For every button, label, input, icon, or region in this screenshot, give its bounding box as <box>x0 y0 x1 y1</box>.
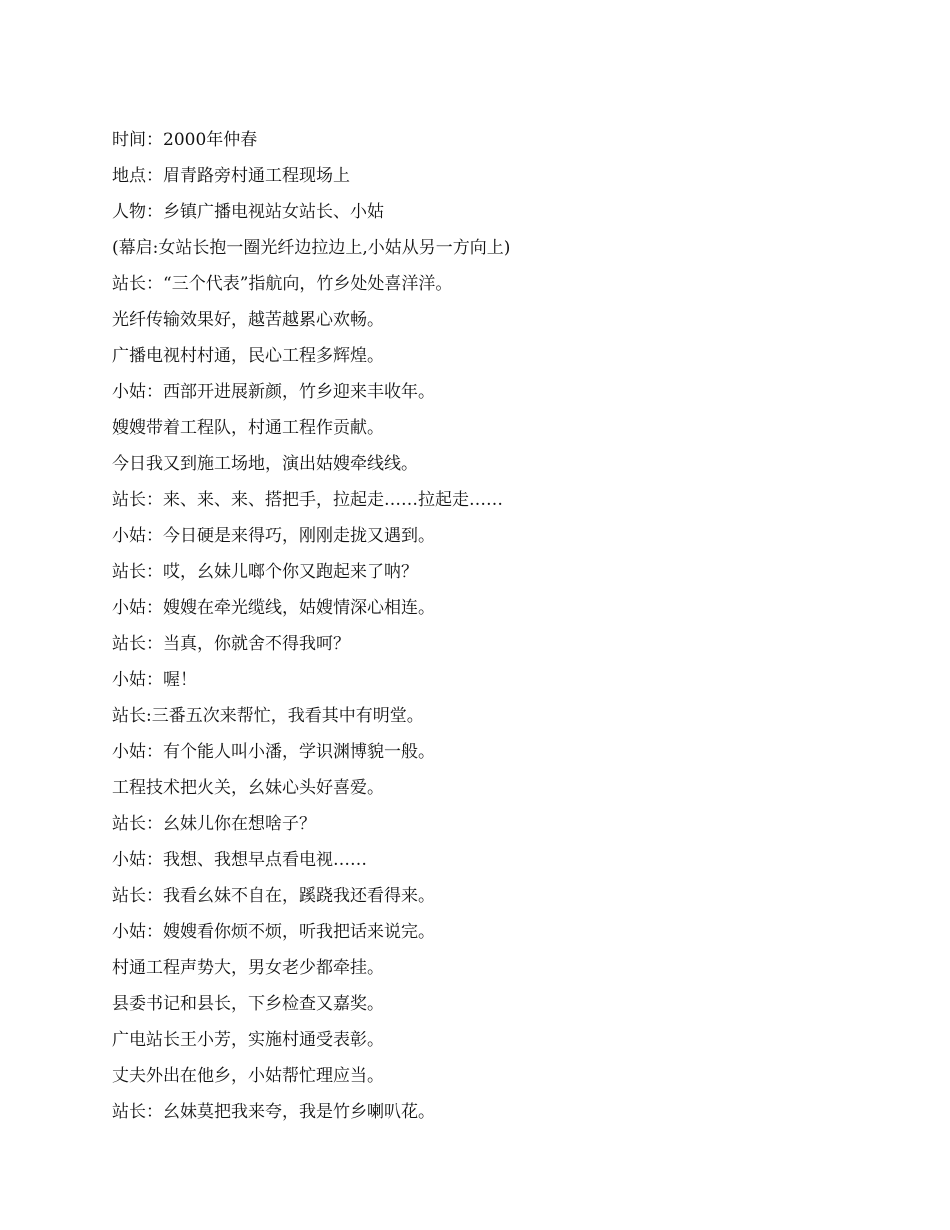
text-line: 小姑：西部开进展新颜，竹乡迎来丰收年。 <box>112 382 435 402</box>
text-line: 小姑：我想、我想早点看电视…… <box>112 850 367 870</box>
text-line: 小姑：有个能人叫小潘，学识渊博貌一般。 <box>112 742 435 762</box>
text-line: 小姑：今日硬是来得巧，刚刚走拢又遇到。 <box>112 526 435 546</box>
text-line: 小姑：嫂嫂在牵光缆线，姑嫂情深心相连。 <box>112 598 435 618</box>
text-line: 丈夫外出在他乡，小姑帮忙理应当。 <box>112 1066 384 1086</box>
text-line: 嫂嫂带着工程队，村通工程作贡献。 <box>112 418 384 438</box>
text-line: 今日我又到施工场地，演出姑嫂牵线线。 <box>112 454 418 474</box>
text-line: 县委书记和县长，下乡检查又嘉奖。 <box>112 994 384 1014</box>
text-line: 光纤传输效果好，越苦越累心欢畅。 <box>112 310 384 330</box>
text-line: 广电站长王小芳，实施村通受表彰。 <box>112 1030 384 1050</box>
text-line: 小姑：喔！ <box>112 670 197 690</box>
text-line: 广播电视村村通，民心工程多辉煌。 <box>112 346 384 366</box>
text-line-characters: 人物：乡镇广播电视站女站长、小姑 <box>112 202 384 222</box>
text-line: 站长：“三个代表”指航向，竹乡处处喜洋洋。 <box>112 274 453 294</box>
text-line-time: 时间：2000年仲春 <box>112 130 258 150</box>
text-line: 站长：我看幺妹不自在，蹊跷我还看得来。 <box>112 886 435 906</box>
text-line: 站长：来、来、来、搭把手，拉起走……拉起走…… <box>112 490 503 510</box>
text-line: 站长：哎，幺妹儿啷个你又跑起来了呐？ <box>112 562 418 582</box>
text-line-stage-direction: (幕启:女站长抱一圈光纤边拉边上,小姑从另一方向上) <box>112 238 511 258</box>
text-line: 小姑：嫂嫂看你烦不烦，听我把话来说完。 <box>112 922 435 942</box>
script-text-block <box>112 122 832 1130</box>
text-line: 站长：幺妹儿你在想啥子？ <box>112 814 316 834</box>
text-line: 站长：幺妹莫把我来夸，我是竹乡喇叭花。 <box>112 1102 435 1122</box>
text-line: 站长:三番五次来帮忙，我看其中有明堂。 <box>112 706 424 726</box>
text-line: 站长：当真，你就舍不得我呵？ <box>112 634 350 654</box>
text-line: 村通工程声势大，男女老少都牵挂。 <box>112 958 384 978</box>
text-line-place: 地点：眉青路旁村通工程现场上 <box>112 166 350 186</box>
text-line: 工程技术把火关，幺妹心头好喜爱。 <box>112 778 384 798</box>
